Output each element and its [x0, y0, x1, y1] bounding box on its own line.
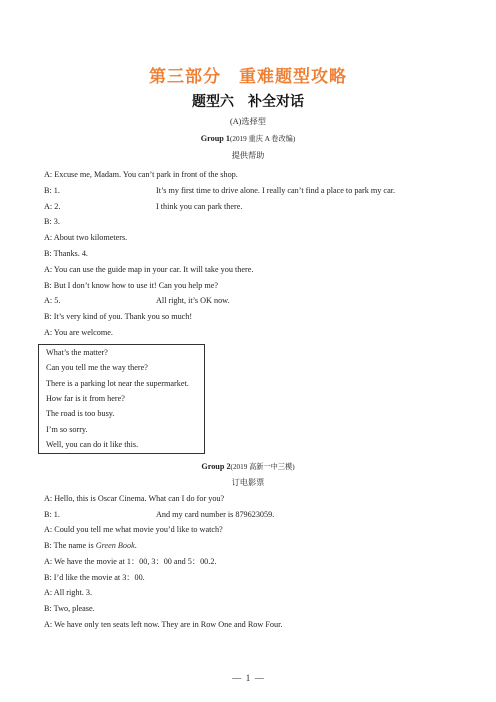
dialogue-text: A: 2. [44, 201, 61, 211]
dialogue-text: A: Hello, this is Oscar Cinema. What can I do for you? [44, 494, 225, 503]
dialogue-text: B: Thanks. 4. [44, 249, 88, 258]
dialogue-text: B: 1. [44, 509, 60, 519]
group1-dialogue-line [44, 216, 60, 227]
dialogue-text: B: It’s very kind of you. Thank you so much! [44, 312, 193, 322]
dialogue-text: A: We have only ten seats left now. They are in Row One and Row Four. [44, 619, 283, 629]
group1-dialogue-line [44, 201, 243, 212]
dialogue-text-continued: And my card number is 879623059. [156, 509, 275, 519]
group1-source: (2019 重庆 A 卷改编) [229, 135, 296, 143]
option-item: There is a parking lot near the supermarket. [46, 378, 189, 388]
dialogue-text: A: You are welcome. [44, 328, 113, 337]
dialogue-text: B: But I don’t know how to use it! Can you help me? [44, 280, 219, 290]
group2-dialogue-line [44, 572, 145, 583]
group2-title: Group 2 [201, 462, 231, 471]
option-item: What’s the matter? [46, 348, 108, 357]
group1-dialogue-line [44, 311, 192, 322]
dialogue-text: A: Excuse me, Madam. You can’t park in front of the shop. [44, 170, 238, 179]
options-box [38, 344, 205, 454]
dialogue-text: B: 3. [44, 217, 60, 227]
group2-dialogue-line [44, 493, 224, 504]
subtype-label: (A)选择型 [230, 117, 266, 126]
dialogue-text-tail: . [134, 541, 137, 551]
dialogue-text: B: Two, please. [44, 603, 95, 613]
page-number: — 1 — [232, 673, 264, 683]
group2-source: (2019 高新一中三模) [230, 463, 295, 471]
group1-topic: 提供帮助 [231, 151, 265, 160]
group2-dialogue-line [44, 619, 282, 630]
dialogue-text: A: Could you tell me what movie you’d like to watch? [44, 525, 223, 535]
group1-heading [0, 133, 496, 145]
group1-dialogue-line [44, 232, 127, 243]
dialogue-text: B: The name is [44, 541, 96, 551]
dialogue-text: A: 5. [44, 296, 61, 306]
dialogue-text: A: You can use the guide map in your car. It will take you there. [44, 264, 254, 274]
group2-topic: 订电影票 [231, 478, 265, 487]
group1-title: Group 1 [200, 134, 230, 143]
dialogue-text: A: All right. 3. [44, 588, 92, 598]
movie-title: Green Book [95, 541, 135, 551]
group2-dialogue-line [44, 556, 216, 567]
option-item: How far is it from here? [46, 393, 125, 403]
group1-dialogue-line [44, 169, 238, 180]
group1-dialogue-line [44, 327, 113, 338]
group2-dialogue-line [44, 587, 92, 598]
group2-dialogue-line [44, 524, 223, 535]
option-item: I’m so sorry. [46, 424, 88, 434]
group1-dialogue-line [44, 280, 218, 291]
group1-dialogue-line [44, 295, 230, 306]
group2-dialogue-line [44, 603, 95, 614]
group1-dialogue-line [44, 248, 88, 259]
part-title: 第三部分 重难题型攻略 [149, 67, 347, 87]
dialogue-text-continued: It’s my first time to drive alone. I really can’t find a place to park my car. [156, 185, 396, 195]
question-type-title: 题型六 补全对话 [192, 94, 304, 110]
group2-dialogue-line [44, 540, 137, 551]
group1-dialogue-line [44, 185, 396, 196]
dialogue-text: B: 1. [44, 185, 60, 195]
group1-dialogue-line [44, 264, 253, 275]
dialogue-text-continued: All right, it’s OK now. [156, 296, 230, 306]
dialogue-text: A: About two kilometers. [44, 233, 128, 243]
option-item: Well, you can do it like this. [46, 439, 139, 449]
group2-dialogue-line [44, 509, 275, 520]
dialogue-text: A: We have the movie at 1：00, 3：00 and 5：00.2. [44, 556, 217, 566]
dialogue-text-continued: I think you can park there. [156, 201, 243, 211]
option-item: The road is too busy. [46, 409, 115, 419]
option-item: Can you tell me the way there? [46, 363, 148, 373]
dialogue-text: B: I’d like the movie at 3：00. [44, 572, 145, 582]
group2-heading [0, 461, 496, 473]
